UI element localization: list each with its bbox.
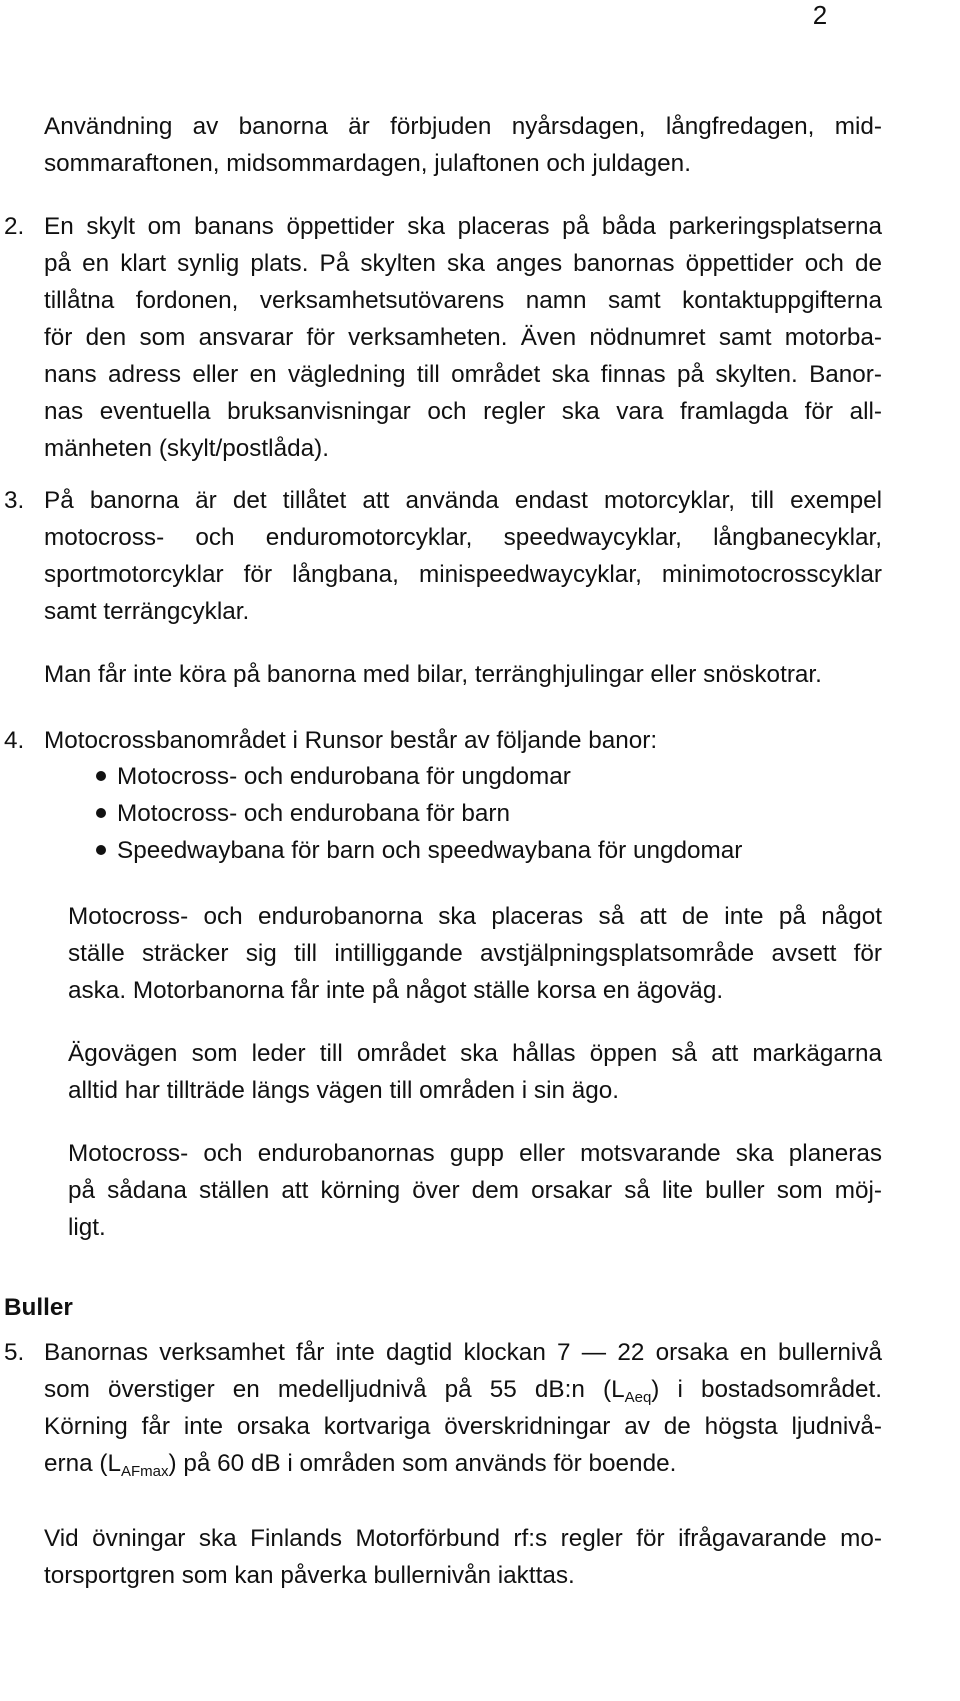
text-line: aska. Motorbanorna får inte på något ställe korsa en ägoväg. xyxy=(68,977,724,1004)
text-line-with-subscript xyxy=(44,1445,882,1482)
text-line: Användning av banorna är förbjuden nyårsdagen, långfredagen, mid- xyxy=(44,113,882,140)
text-line: Man får inte köra på banorna med bilar, terränghjulingar eller snöskotrar. xyxy=(44,661,822,688)
text-line: mänheten (skylt/postlåda). xyxy=(44,435,329,462)
text-line: Vid övningar ska Finlands Motorförbund rf:s regler för ifrågavarande mo- xyxy=(44,1525,882,1552)
text-line: samt terrängcyklar. xyxy=(44,598,250,625)
text-line: tillåtna fordonen, verksamhetsutövarens namn samt kontaktuppgifterna xyxy=(44,287,882,314)
text-line: på en klart synlig plats. På skylten ska anges banornas öppettider och de xyxy=(44,250,882,277)
bullet-dot xyxy=(96,771,106,781)
item-number-4: 4. xyxy=(4,727,25,754)
section-heading-buller: Buller xyxy=(4,1294,73,1321)
text-line: torsportgren som kan påverka bullernivån iakttas. xyxy=(44,1562,575,1589)
text-line-with-subscript xyxy=(44,1371,882,1408)
item-5-text xyxy=(44,1334,882,1482)
text-line: En skylt om banans öppettider ska placeras på båda parkeringsplatserna xyxy=(44,213,882,240)
text-line: Motocrossbanområdet i Runsor består av följande banor: xyxy=(44,727,658,754)
text-line: motocross- och enduromotorcyklar, speedwaycyklar, långbanecyklar, xyxy=(44,524,882,551)
text-line: sommaraftonen, midsommardagen, julaftonen och juldagen. xyxy=(44,150,691,177)
text-line: för den som ansvarar för verksamheten. Även nödnumret samt motorba- xyxy=(44,324,882,351)
item-number-2: 2. xyxy=(4,213,25,240)
item-3-extra xyxy=(44,656,882,693)
paragraph-holidays xyxy=(44,108,882,182)
item-3-text xyxy=(44,482,882,630)
text-fragment: som överstiger en medelljudnivå på 55 dB:n (L xyxy=(44,1376,625,1403)
text-line: ligt. xyxy=(68,1214,106,1241)
item-4-intro xyxy=(44,722,882,759)
item-2-text xyxy=(44,208,882,467)
text-line: nans adress eller en vägledning till området ska finnas på skylten. Banor- xyxy=(44,361,882,388)
item-number-3: 3. xyxy=(4,487,25,514)
item-5-paragraph-2 xyxy=(44,1520,882,1594)
text-line: på sådana ställen att körning över dem orsakar så lite buller som möj- xyxy=(68,1177,882,1204)
bullet-dot xyxy=(96,845,106,855)
text-line: Körning får inte orsaka kortvariga överskridningar av de högsta ljudnivå- xyxy=(44,1413,882,1440)
item-4-paragraph-3 xyxy=(68,1135,882,1246)
page-number: 2 xyxy=(812,0,828,30)
bullet-item: Motocross- och endurobana för barn xyxy=(117,800,511,827)
text-fragment: erna (L xyxy=(44,1450,121,1477)
text-line: Ägovägen som leder till området ska hållas öppen så att markägarna xyxy=(68,1040,882,1067)
text-line: sportmotorcyklar för långbana, minispeedwaycyklar, minimotocrosscyklar xyxy=(44,561,882,588)
text-fragment: ) i bostadsområdet. xyxy=(651,1376,882,1403)
bullet-dot xyxy=(96,808,106,818)
text-line: På banorna är det tillåtet att använda endast motorcyklar, till exempel xyxy=(44,487,882,514)
text-line: Banornas verksamhet får inte dagtid klockan 7 — 22 orsaka en bullernivå xyxy=(44,1339,882,1366)
text-fragment: ) på 60 dB i områden som används för boende. xyxy=(168,1450,677,1477)
item-4-paragraph-2 xyxy=(68,1035,882,1109)
bullet-item: Speedwaybana för barn och speedwaybana för ungdomar xyxy=(117,837,743,864)
subscript: Aeq xyxy=(624,1389,652,1406)
text-line: alltid har tillträde längs vägen till områden i sin ägo. xyxy=(68,1077,620,1104)
item-4-paragraph-1 xyxy=(68,898,882,1009)
text-line: Motocross- och endurobanorna ska placeras så att de inte på något xyxy=(68,903,882,930)
bullet-item: Motocross- och endurobana för ungdomar xyxy=(117,763,571,790)
subscript: AFmax xyxy=(120,1463,169,1480)
text-line: nas eventuella bruksanvisningar och regler ska vara framlagda för all- xyxy=(44,398,882,425)
item-number-5: 5. xyxy=(4,1339,25,1366)
text-line: ställe sträcker sig till intilliggande avstjälpningsplatsområde avsett för xyxy=(68,940,882,967)
text-line: Motocross- och endurobanornas gupp eller motsvarande ska planeras xyxy=(68,1140,882,1167)
